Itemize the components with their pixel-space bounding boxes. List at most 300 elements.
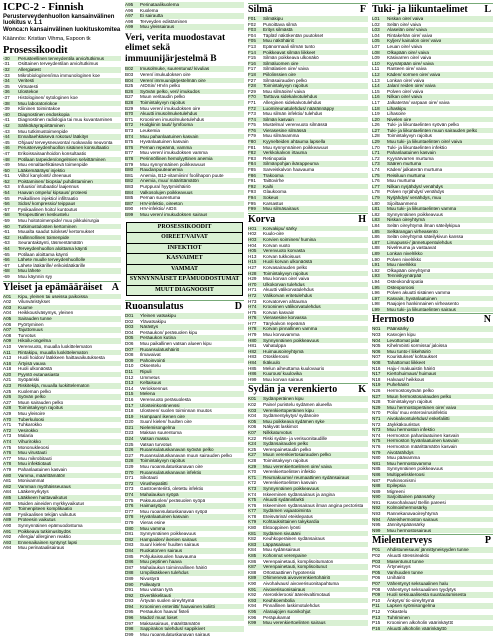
code-value: N93 <box>372 511 381 517</box>
code-description: Akuutti alkoholin väärinkäyttö <box>387 625 447 631</box>
section-h-heading: Korva H <box>248 213 366 225</box>
code-description: Silmäluomen oire <box>263 60 299 66</box>
code-description: Sikotauti <box>140 475 158 481</box>
section-a-continued-list <box>125 2 244 30</box>
code-value: L74 <box>372 167 380 173</box>
code-value: K22 <box>248 435 257 441</box>
section-b-heading: Veri, verita muodostavat elimet sekä immuunijärjestelmä B <box>125 32 226 64</box>
code-value: P10 <box>372 597 381 603</box>
code-value: A73 <box>3 433 12 439</box>
code-value: A84 <box>3 489 12 495</box>
section-d-list <box>125 313 244 637</box>
code-description: Selkärangan virheasento <box>387 228 438 234</box>
code-value: D99 <box>125 631 134 637</box>
code-description: Ohjaus/ terveysneuvonta/ ruokavalio neuvonta <box>18 139 113 145</box>
code-value: D17 <box>125 402 134 408</box>
code-value: L79 <box>372 195 380 200</box>
code-description: Synnynnäinen poikkeavuus <box>140 531 196 537</box>
code-description: Tärykalvon repeämä <box>263 320 305 326</box>
code-description: Verioksennus <box>140 385 168 391</box>
code-description: Kuurous/ kuulovika <box>263 371 302 377</box>
code-description: Imusolmuke, suurentunut/ kivulias <box>140 66 210 72</box>
code-value: D14 <box>125 385 134 391</box>
code-value: F91 <box>248 178 256 184</box>
code-description: Muu yleisoire <box>18 411 46 417</box>
code-description: Trakooma <box>263 172 284 178</box>
code-value: K29 <box>248 463 257 469</box>
code-value: K90 <box>248 581 257 586</box>
code-value: L28 <box>372 133 380 139</box>
code-description: Synnynnäinen poikkeavuus <box>263 485 319 491</box>
code-value: B26 <box>125 88 134 94</box>
code-value: F76 <box>248 127 256 133</box>
code-description: Muu lähete <box>18 268 41 274</box>
code-description: Korvan vuoto <box>263 242 291 248</box>
code-description: Korvan pinnallinen vamma <box>263 326 318 332</box>
code-description: Nivustyrä <box>140 575 160 581</box>
code-description: Ylävatsakipu <box>140 318 167 324</box>
code-description: Reisiluun murtuma <box>387 172 426 178</box>
code-value: D93 <box>125 598 134 604</box>
code-description: Fysikaalinen hoito/ kuntoutus <box>18 206 78 212</box>
code-value: L17 <box>372 99 380 105</box>
code-value: K27 <box>248 452 257 458</box>
code-value: A23 <box>3 383 12 389</box>
code-description: Muu näköhäiriö <box>263 38 295 44</box>
code-value: H13 <box>248 253 257 259</box>
code-value: B27 <box>125 94 134 100</box>
code-value: F05 <box>248 38 256 44</box>
code-value: F94 <box>248 195 256 200</box>
code-description: Hermoston hyvänlaatuinen kasvain <box>387 438 459 444</box>
code-description: Hermoston pahanlaatuinen kasvain <box>387 432 460 438</box>
code-description: Terapeuttinen keskustelu <box>18 212 69 218</box>
code-description: Puhehäiriö <box>387 382 409 388</box>
code-description: Verenpainetauti, komplisoitumaton <box>263 558 334 564</box>
code-description: Vamman myöhäisseuraus <box>18 483 71 489</box>
code-value: D25 <box>125 441 134 447</box>
code-description: Ei sairautta <box>140 13 163 19</box>
code-description: Sappirakon tulehdus/ sappikivet <box>140 626 205 632</box>
code-description: Hampaiden/ ikenien sairaus <box>140 536 197 542</box>
code-value: L89 <box>372 250 380 256</box>
code-value: K74 <box>248 491 257 497</box>
code-description: Sydämen sivuääni <box>263 530 301 536</box>
code-description: Krooninen alkoholin väärinkäyttö <box>387 620 454 626</box>
code-value: K70 <box>248 469 257 475</box>
code-value: A88 <box>3 511 12 517</box>
code-description: Perinataalikuolema <box>140 2 180 7</box>
code-value: N75 <box>372 438 381 444</box>
code-description: Tenniskyynärpää <box>387 273 422 279</box>
code-value: H71 <box>248 287 257 293</box>
code-value: L04 <box>372 32 380 38</box>
code-value: B84 <box>125 189 134 195</box>
code-description: Verenkiertoelinten kasvain <box>263 480 317 486</box>
code-description: Huimausoireyhtymä <box>263 348 304 354</box>
code-description: Luomireunatulehdus/ näärännäppy <box>263 105 335 111</box>
code-value: A99 <box>125 24 134 30</box>
code-description: Tutkimustulosten kertominen <box>18 223 77 229</box>
code-value: A79 <box>3 466 12 472</box>
process-codes-heading: Prosessikoodit <box>3 44 68 56</box>
code-description: Käden/ jalkaterän murtuma <box>387 167 443 173</box>
code-description: Kyynelteiden ahtauma lapsella <box>263 139 326 145</box>
code-description: Toimintakyvyn rajoitus <box>140 100 185 106</box>
code-description: Verenkiertoperäinen kipu <box>263 407 314 413</box>
code-value: B03 <box>125 72 134 78</box>
code-description: Tuki- ja liikuntaelinten infektio <box>387 144 447 150</box>
code-description: Syövän pelko <box>18 394 46 400</box>
code-value: H84 <box>248 360 257 366</box>
code-value: A05 <box>3 315 12 321</box>
code-description: Muu ruoansulatuskanavan syöpä <box>140 508 208 514</box>
code-value: D87 <box>125 564 134 570</box>
code-description: Muu päävamma <box>387 455 420 461</box>
code-value: A04 <box>3 310 12 316</box>
code-description: Lonkan oire/ vaiva <box>387 77 425 83</box>
code-description: Muu yleissairaus <box>140 24 175 30</box>
code-value: D86 <box>125 559 134 565</box>
code-value: D81 <box>125 531 134 537</box>
code-value: A01 <box>3 293 12 299</box>
code-description: Kipu, yleinen tai useissa paikoissa <box>18 293 88 299</box>
code-value: D29 <box>125 464 134 470</box>
code-description: Vihurirokko <box>18 439 41 445</box>
code-description: Kaihi <box>263 183 274 189</box>
code-description: Alaraajojen suonikohjut <box>263 608 311 614</box>
code-description: Sydänperäinen kipu <box>263 396 304 402</box>
code-value: -42 <box>3 122 10 128</box>
code-description: Kohonnut verenpaine <box>263 553 307 559</box>
code-value: L73 <box>372 161 380 167</box>
code-description: Allergiatest <box>18 67 41 73</box>
code-value: F82 <box>248 150 256 156</box>
code-description: Anemia, B12-vitamiinin/ foolihapon puute <box>140 172 224 178</box>
code-description: Ulostekoe <box>18 89 39 95</box>
code-description: Muu veren/ imukudoksen sairaus <box>140 211 208 217</box>
code-value: A16 <box>3 360 12 366</box>
code-description: Proteesin vaikutus <box>18 517 56 523</box>
code-value: N89 <box>372 488 381 494</box>
code-value: P01 <box>372 547 381 553</box>
code-value: F92 <box>248 183 256 189</box>
code-description: Nivelreuma ja vastaavat <box>387 245 437 251</box>
code-description: Selän oireyhtymä ilman säteilykipua <box>387 222 461 228</box>
code-description: Muu silmävamma <box>263 133 299 139</box>
code-description: Perinnöllinen hemolyyttinen anemia <box>140 155 213 161</box>
code-description: Selän oire/ vaiva <box>387 21 421 27</box>
code-description: Niskan oire/ vaiva <box>387 16 424 21</box>
code-description: Hyvänlaatuinen kasvain <box>140 514 189 520</box>
code-description: Muu hoitotoimenpide/ muu pikkukirurgia <box>18 218 100 224</box>
code-value: F03 <box>248 27 256 33</box>
code-description: Muu synnynnäinen poikkeavuus <box>263 144 329 150</box>
code-description: Osteoporoosi <box>387 284 415 290</box>
code-value: F83 <box>248 155 256 161</box>
code-value: K28 <box>248 457 257 463</box>
code-description: Tuhriminen <box>387 614 410 620</box>
code-description: Glaukooma <box>263 189 287 195</box>
code-description: Peräaukon kutina <box>140 335 176 341</box>
code-description: Sidos/ kompressio/ teippaus <box>18 201 76 207</box>
code-value: N04 <box>372 337 381 343</box>
code-description: Verenvuoto, muualla luokittelematon <box>18 343 93 349</box>
code-value: B79 <box>125 161 134 167</box>
code-value: F74 <box>248 116 256 122</box>
code-description: Lääkemyrkytys <box>18 489 49 495</box>
code-value: H70 <box>248 281 257 287</box>
code-description: Kliininen toimintakoe <box>18 106 61 112</box>
code-description: Vesirokko <box>18 427 38 433</box>
code-value: L88 <box>372 245 380 251</box>
code-description: Hallinnollinen toimenpide <box>18 234 70 240</box>
code-value: F73 <box>248 111 256 117</box>
code-description: Niskan oireyhtymä <box>387 217 425 223</box>
code-value: A87 <box>3 506 12 512</box>
code-description: Vierasesine silmässä <box>263 127 307 133</box>
code-description: Ärtyneisyys <box>387 564 411 570</box>
code-value: B74 <box>125 133 134 139</box>
code-value: A98 <box>125 18 134 24</box>
code-description: Silmänpohjan ikärappeuma <box>263 161 319 167</box>
code-description: Pyörtyminen <box>18 321 44 327</box>
code-value: -53 <box>3 184 10 190</box>
code-value: -54 <box>3 190 10 196</box>
code-description: Muu korvavamma <box>263 332 300 338</box>
code-value: F28 <box>248 83 256 89</box>
code-description: Virtsatesti <box>18 83 39 89</box>
code-value: L18 <box>372 105 380 111</box>
code-value: P11 <box>372 603 380 609</box>
code-description: Punoittava silmä <box>263 21 297 27</box>
copyright-line: Wonca:n kansainvälinen luokituskomitea <box>3 27 121 34</box>
code-description: Multippeliskleroosi <box>387 471 425 477</box>
code-value: N92 <box>372 505 381 511</box>
code-description: Muualta saadut tulokset/ kertomukset <box>18 229 95 235</box>
code-value: N71 <box>372 415 381 421</box>
code-value: L05 <box>372 38 380 44</box>
code-value: L03 <box>372 27 380 33</box>
code-value: B85 <box>125 195 134 201</box>
code-description: Vilunväristykset <box>18 299 50 305</box>
code-description: Krooninen välikorvatulehdus <box>263 304 321 310</box>
code-description: Suun/ kielen/ huulten sairaus <box>140 542 199 548</box>
code-value: D96 <box>125 615 134 621</box>
category-legend-item: KASVAIMET <box>127 254 242 265</box>
code-value: -65 <box>3 251 10 257</box>
code-description: Ääreishermoston sairaus <box>387 516 438 522</box>
code-value: B75 <box>125 139 134 145</box>
code-value: -69 <box>3 273 10 279</box>
code-value: B71 <box>125 116 134 122</box>
code-value: -43 <box>3 128 10 134</box>
code-value: B29 <box>125 105 134 111</box>
code-value: P04 <box>372 564 381 570</box>
code-description: Yleinen vatsakipu <box>140 313 177 318</box>
code-value: D04 <box>125 329 134 335</box>
code-value: D95 <box>125 609 134 615</box>
code-description: Jännityspäänsärky <box>387 522 426 528</box>
code-value: L81 <box>372 206 380 212</box>
code-value: D88 <box>125 570 134 576</box>
code-row <box>372 307 493 313</box>
code-description: Säären murtuma <box>387 161 422 167</box>
code-description: Synnynnäinen epämuodostuma <box>18 522 83 528</box>
section-k-list <box>248 396 368 625</box>
code-description: Paksusuolen/ peräsuolen syöpä <box>140 497 206 503</box>
code-value: D11 <box>125 368 134 374</box>
code-description: Muu hermostoperäinen oire/ vaiva <box>387 404 457 410</box>
code-description: Kyljen/ kainalon oire/ vaiva <box>387 38 442 44</box>
code-description: Pahanlaatuinen kasvain <box>387 150 436 156</box>
code-value: D09 <box>125 357 134 363</box>
column-4 <box>372 2 493 638</box>
code-value: -68 <box>3 268 10 274</box>
code-description: Tuhkarokko <box>18 422 42 428</box>
code-description: Monivammat <box>18 478 45 484</box>
code-value: F29 <box>248 88 256 94</box>
code-description: Jalkaterän/ varpaan oire/ vaiva <box>387 99 450 105</box>
code-value: P03 <box>372 558 381 564</box>
code-value: A78 <box>3 461 12 467</box>
code-description: Limapussi-/ jännetupentulehdus <box>387 239 452 245</box>
code-description: Muu verenkiertoelinten sairaus <box>263 620 326 626</box>
code-value: -44 <box>3 134 10 140</box>
code-row <box>372 528 493 534</box>
code-value: K86 <box>248 558 257 564</box>
code-description: Huoli korvan ulkonäöstä <box>263 259 313 265</box>
code-description: Akuutti stressireaktio <box>387 553 430 559</box>
code-value: -31 <box>3 61 10 67</box>
code-row <box>125 212 244 218</box>
code-value: H05 <box>248 248 257 254</box>
code-description: Muu murtuma <box>387 178 416 184</box>
code-value: B77 <box>125 150 134 156</box>
code-description: Peräaukon/ peräsuolen kipu <box>140 329 198 335</box>
code-value: A94 <box>3 545 12 551</box>
code-description: Allergia/ allerginen reaktio <box>18 534 71 540</box>
code-description: Virushepatiitti <box>140 480 168 486</box>
code-value: H83 <box>248 354 257 360</box>
code-description: Vieras esine <box>140 519 166 525</box>
code-value: L92 <box>372 267 380 273</box>
code-value: D07 <box>125 346 134 352</box>
code-description: Anemia, muu/ määrittämätön <box>140 178 199 184</box>
code-value: D73 <box>125 486 134 492</box>
code-value: A86 <box>3 500 12 506</box>
code-value: K82 <box>248 536 257 542</box>
code-value: K76 <box>248 502 257 508</box>
code-description: Raajojen hankinnainen virheasento <box>387 301 459 307</box>
code-value: K84 <box>248 547 257 553</box>
code-value: N19 <box>372 382 381 388</box>
code-description: Muu silmäsairaus <box>263 206 299 212</box>
code-value: B25 <box>125 83 134 89</box>
category-legend-item: PROSESSIKOODIT <box>127 223 242 234</box>
page-subtitle: Perusterveydenhuollon kansainvälinen luokitus v. 1.1 <box>3 13 115 27</box>
code-description: Muu tuki- ja liikuntaelinten sairaus <box>387 306 456 312</box>
code-description: Keltaisuus <box>140 380 162 386</box>
code-description: Ärtyvän suolen oireyhtymä <box>140 598 195 604</box>
code-description: Muu pahanlaatuinen kasvain <box>140 133 199 139</box>
code-value: L83 <box>372 217 380 223</box>
code-description: Iskeeminen sydänsairaus ilman angina pectorista <box>263 502 364 508</box>
code-value: F13 <box>248 43 256 49</box>
code-value: H75 <box>248 309 257 315</box>
code-value: F71 <box>248 99 256 105</box>
code-description: Sydänsairauden pelko <box>263 441 309 447</box>
code-description: Melena <box>140 391 156 397</box>
code-value: D08 <box>125 352 134 358</box>
code-description: Muu poikkeava sydämen syke <box>263 418 325 424</box>
code-description: Osteokondropatia <box>387 278 424 284</box>
code-description: Migreeni <box>387 488 405 494</box>
code-description: Mahalaukun syöpä <box>140 492 179 497</box>
code-description: Viilto/ kanylointi/ dreenaus <box>18 173 72 179</box>
code-description: Ruoansulatuskanavan muun sairauden pelko <box>140 452 232 458</box>
code-description: Polven nivelrikko <box>387 256 422 262</box>
code-description: Oksentelu <box>140 363 161 369</box>
code-value: N85 <box>372 466 381 472</box>
code-description: Suun/ kielen/ huulten oire <box>140 419 192 425</box>
code-description: Sähkökäyräpiirtäminen <box>18 122 65 128</box>
code-value: H03 <box>248 236 257 242</box>
code-description: Änkytys/ tic-oireyhtymä <box>387 597 435 603</box>
code-description: Terveyden edistäminen <box>140 18 188 24</box>
section-d-heading: Ruoansulatus D <box>125 301 242 312</box>
code-value: N03 <box>372 332 381 338</box>
code-value: K03 <box>248 407 257 413</box>
code-value: H76 <box>248 315 257 321</box>
code-row <box>372 626 493 632</box>
code-description: Lähete lääkärille/ erikoislääkärille <box>18 262 86 268</box>
code-description: Pyyntö eutanasiasta <box>18 371 60 377</box>
section-a-list <box>3 294 121 551</box>
code-value: D71 <box>125 475 134 481</box>
code-description: Leukemia <box>140 128 160 133</box>
code-value: F81 <box>248 144 256 150</box>
code-value: F18 <box>248 71 256 77</box>
code-description: Verenpainetauti, komplisoitunut <box>263 564 327 570</box>
code-description: Haimasyöpä <box>140 503 166 509</box>
code-row <box>3 274 121 280</box>
code-description: Korvien soiminen/ humina <box>263 236 316 242</box>
code-value: A96 <box>125 7 134 13</box>
code-description: Infuusio/ intubaatio/ laajennus <box>18 184 79 190</box>
code-description: Välikorvan eritetulehdus <box>263 292 313 298</box>
code-description: Ennaltaehkäisevä rokotus/ lääkitys <box>18 134 89 140</box>
code-row <box>125 632 244 638</box>
code-value: A80 <box>3 472 12 478</box>
code-value: A76 <box>3 450 12 456</box>
code-value: -64 <box>3 246 10 252</box>
code-description: Nilkkaturvotus <box>263 429 292 435</box>
code-value: B70 <box>125 111 134 117</box>
code-value: K99 <box>248 620 257 626</box>
code-description: Rannekanavaoireyhtymä <box>387 511 438 517</box>
section-k-heading: Sydän ja verenkierto K <box>248 384 366 396</box>
code-description: Kuume <box>18 304 33 310</box>
code-description: Muu nivelrikko <box>387 262 417 268</box>
code-value: L99 <box>372 306 380 312</box>
code-value: K06 <box>248 424 257 430</box>
code-value: L09 <box>372 55 380 61</box>
code-value: F80 <box>248 139 256 145</box>
section-l-list <box>372 16 493 312</box>
code-value: D24 <box>125 436 134 442</box>
code-description: Muu vamma <box>140 525 166 531</box>
